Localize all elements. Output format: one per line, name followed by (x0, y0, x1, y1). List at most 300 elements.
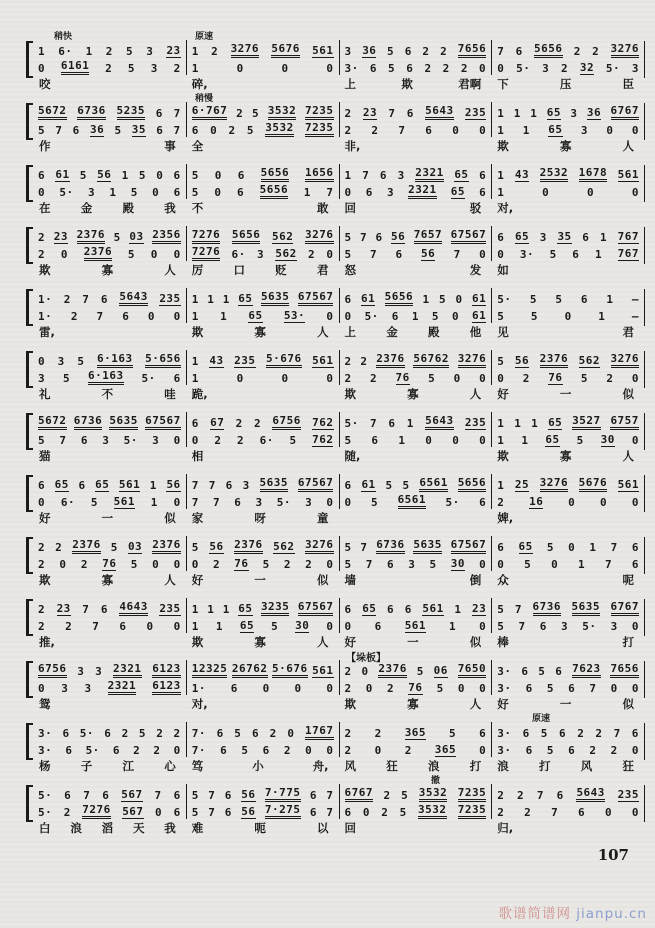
notation-token: 2532 (540, 166, 569, 182)
notation-token: 3 (386, 186, 395, 199)
notation-lower-line (187, 430, 339, 447)
notation-token: 562 (272, 230, 294, 243)
notation-token: 6736 (77, 104, 106, 120)
notation-token: 6 (497, 541, 505, 554)
notation-token: 5 (524, 558, 532, 571)
notation-token: 7235 (458, 786, 487, 802)
notation-token: 2 (269, 727, 277, 740)
measures-group (33, 102, 645, 153)
notation-lower-line (340, 244, 492, 261)
notation-token: 30 (450, 557, 465, 570)
notation-upper-line (187, 351, 339, 368)
notation-token: 5 (191, 789, 199, 802)
notation-token: 0 (631, 620, 639, 633)
lyric-syllable: 一 (101, 511, 114, 525)
notation-token: 30 (600, 433, 615, 446)
notation-token: 7 (610, 541, 618, 554)
notation-upper-line (33, 413, 186, 430)
notation-token: 1 (191, 45, 199, 58)
lyric-syllable: 归, (497, 821, 514, 835)
notation-token: 5 (449, 727, 457, 740)
notation-token: 6 (631, 558, 639, 571)
measures-group (33, 288, 645, 339)
notation-token: 0 (38, 682, 46, 695)
notation-token: 1 (521, 434, 529, 447)
notation-block (491, 164, 644, 199)
lyric-syllable: 好 (497, 387, 509, 401)
notation-token: 5· (497, 293, 512, 306)
notation-token: 7 (208, 479, 216, 492)
notation-token: 562 (273, 540, 295, 553)
notation-token: 5 (127, 62, 136, 75)
lyrics-line (491, 757, 644, 772)
lyrics-line (491, 571, 644, 586)
score-measure (491, 164, 644, 215)
lyric-syllable: 非, (344, 139, 361, 153)
notation-token: 365 (434, 743, 457, 756)
notation-token: 6756 (272, 414, 301, 430)
notation-token: 2 (38, 620, 46, 633)
notation-token: 3 (408, 558, 416, 571)
notation-lower-line (340, 802, 492, 819)
notation-token: 0 (479, 434, 487, 447)
notation-token: 1 (222, 293, 230, 306)
notation-token: 5 (428, 372, 436, 385)
notation-token: 7 (82, 603, 90, 616)
lyrics-line (186, 385, 339, 400)
notation-token: 2 (105, 62, 113, 75)
notation-token: 61 (361, 478, 376, 491)
lyric-syllable: 似 (317, 573, 329, 587)
lyrics-line (186, 757, 339, 772)
notation-token: 56 (241, 805, 256, 818)
notation-token: 0 (457, 682, 465, 695)
notation-token: 561 (113, 495, 136, 508)
notation-token: 7 (497, 45, 505, 58)
notation-token: 0 (326, 372, 334, 385)
lyric-syllable: 一 (559, 697, 572, 711)
notation-token: 6767 (345, 786, 374, 802)
notation-token: 5 (538, 665, 546, 678)
tempo-label: 原速 (195, 32, 214, 42)
score-measure (33, 164, 186, 215)
notation-token: 5643 (576, 786, 605, 802)
lyric-syllable: 殿 (122, 201, 134, 215)
notation-token: 2 (344, 372, 352, 385)
notation-upper-line (492, 785, 644, 802)
notation-token: 5676 (579, 476, 608, 492)
lyric-syllable: 打 (469, 759, 482, 773)
notation-token: 2 (383, 789, 391, 802)
lyric-syllable: 金 (386, 325, 398, 339)
notation-block (339, 660, 492, 695)
notation-token: 3 (84, 682, 92, 695)
notation-token: 2 (38, 541, 46, 554)
notation-token: 0 (236, 62, 244, 75)
notation-token: 2 (38, 231, 46, 244)
notation-token: 6 (497, 231, 505, 244)
notation-token: 235 (159, 602, 181, 615)
notation-block (339, 288, 492, 323)
lyric-syllable: 他 (469, 325, 482, 339)
notation-token: 2 (371, 124, 379, 137)
notation-token: 0 (214, 169, 222, 182)
lyric-syllable: 舟, (312, 759, 329, 773)
notation-token: 2376 (72, 538, 101, 554)
notation-token: 5· (85, 744, 100, 757)
final-barline (644, 165, 645, 202)
lyric-syllable: 雷, (39, 325, 55, 339)
score-measure (339, 536, 492, 587)
lyrics-line (339, 323, 492, 338)
notation-token: 5 (402, 479, 410, 492)
notation-lower-line (492, 368, 644, 385)
notation-token: 3 (610, 620, 618, 633)
notation-token: 235 (617, 788, 639, 801)
notation-token: 6767 (611, 600, 640, 616)
score-measure (186, 288, 339, 339)
notation-token: 1 (121, 169, 129, 182)
notation-token: 5 (530, 310, 539, 323)
notation-token: 1 (599, 231, 608, 244)
lyric-syllable: 上 (344, 77, 356, 91)
lyrics-line (186, 571, 339, 586)
notation-token: 65 (545, 433, 560, 446)
lyric-syllable: 浪 (428, 759, 440, 773)
notation-token: 0 (152, 186, 160, 199)
lyric-syllable: 全 (191, 139, 204, 153)
notation-token: 3 (146, 45, 154, 58)
notation-token: 762 (312, 416, 334, 429)
score-measure (186, 784, 339, 835)
lyric-syllable: 欺 (191, 635, 204, 649)
notation-token: 6·163 (97, 352, 133, 368)
notation-token: 5 (497, 310, 505, 323)
lyrics-line (491, 385, 644, 400)
notation-token: 5635 (572, 600, 601, 616)
lyric-syllable: 君啊 (458, 77, 482, 91)
notation-upper-line (492, 661, 644, 678)
measures-group (33, 350, 645, 401)
notation-token: 0 (479, 372, 487, 385)
notation-token: 3· (497, 727, 512, 740)
notation-token: 5 (79, 169, 87, 182)
notation-token: 6 (479, 727, 487, 740)
lyric-syllable: 呀 (254, 511, 266, 525)
notation-token: 6 (216, 727, 224, 740)
lyrics-line (33, 633, 186, 648)
notation-token: 2321 (108, 679, 137, 695)
notation-token: 67567 (298, 476, 334, 492)
notation-token: 03 (129, 230, 144, 243)
notation-block (33, 102, 186, 137)
notation-block (339, 40, 492, 75)
notation-lower-line (33, 306, 186, 323)
notation-token: 0 (600, 496, 608, 509)
notation-token: 1 (398, 434, 406, 447)
notation-block (33, 350, 186, 385)
notation-token: 0 (156, 169, 164, 182)
lyric-syllable: 寡 (101, 263, 114, 277)
notation-token: 5 (191, 186, 199, 199)
notation-block (186, 40, 339, 75)
lyric-syllable: 风 (344, 759, 356, 773)
notation-lower-line (187, 368, 339, 385)
notation-block (33, 226, 186, 261)
notation-token: 7 (360, 231, 368, 244)
notation-upper-line (492, 41, 644, 58)
notation-token: 56 (166, 478, 181, 491)
lyrics-line (491, 323, 644, 338)
notation-block (339, 164, 492, 199)
notation-token: 0 (281, 62, 289, 75)
score-measure (491, 536, 644, 587)
notation-token: 6561 (398, 493, 427, 509)
notation-block (491, 598, 644, 633)
score-measure (339, 660, 492, 711)
notation-lower-line (33, 554, 186, 571)
notation-token: 3276 (305, 228, 334, 244)
notation-token: 6 (78, 479, 86, 492)
notation-token: 6·163 (88, 369, 124, 385)
notation-token: 36 (586, 106, 602, 119)
score-measure (339, 598, 492, 649)
score-measure (339, 412, 492, 463)
notation-upper-line (187, 537, 339, 554)
tempo-label: 稍慢 (195, 94, 214, 104)
lyric-syllable: 随, (344, 449, 361, 463)
notation-token: 5656 (260, 183, 289, 199)
notation-token: 5· (516, 62, 531, 75)
lyric-syllable: 相 (191, 449, 204, 463)
notation-token: 5656 (458, 476, 487, 492)
notation-token: 2 (595, 727, 603, 740)
lyric-syllable: 猫 (39, 449, 51, 463)
final-barline (644, 599, 645, 636)
notation-token: 7 (362, 169, 370, 182)
watermark-site-name: 歌谱简谱网 (498, 906, 571, 922)
notation-token: 0 (631, 496, 639, 509)
lyrics-line (491, 819, 644, 834)
notation-lower-line (187, 58, 339, 75)
notation-token: 7 (604, 558, 613, 571)
notation-token: 0 (631, 682, 639, 695)
score-measure (33, 598, 186, 649)
notation-token: 5 (388, 62, 396, 75)
notation-token: 6 (387, 558, 395, 571)
lyric-syllable: 家 (191, 511, 204, 525)
notation-token: 7 (83, 789, 91, 802)
notation-upper-line (492, 289, 644, 306)
notation-token: 0 (542, 186, 550, 199)
lyrics-line (33, 695, 186, 710)
notation-token: 1 (497, 186, 505, 199)
final-barline (644, 661, 645, 698)
notation-token: 5 (416, 665, 424, 678)
notation-upper-line (187, 661, 339, 678)
lyric-syllable: 杨 (39, 759, 51, 773)
notation-block (33, 536, 186, 571)
notation-token: 7 (536, 789, 544, 802)
notation-token: 0 (610, 682, 618, 695)
notation-upper-line (492, 351, 644, 368)
notation-token: 3 (77, 665, 85, 678)
notation-token: 67567 (298, 290, 334, 306)
notation-token: 0 (326, 620, 334, 633)
notation-token: 0 (173, 744, 181, 757)
notation-token: 5 (344, 248, 352, 261)
notation-token: 0 (606, 124, 614, 137)
notation-token: 2 (156, 727, 164, 740)
score-measure (186, 102, 339, 153)
tempo-label: 撤 (431, 776, 441, 786)
lyric-syllable: 我 (164, 821, 176, 835)
notation-token: 65 (95, 478, 110, 491)
notation-token: 5635 (260, 476, 289, 492)
notation-lower-line (187, 554, 339, 571)
notation-token: 0 (631, 806, 639, 819)
notation-token: 7 (82, 293, 90, 306)
lyric-syllable: 欺 (39, 573, 51, 587)
lyric-syllable: 好 (344, 635, 356, 649)
notation-token: 5 (271, 620, 279, 633)
lyric-syllable: 作 (39, 139, 51, 153)
notation-token: 6· (231, 248, 246, 261)
score-measure (339, 784, 492, 835)
notation-upper-line (492, 723, 644, 740)
notation-token: 0 (362, 806, 370, 819)
notation-token: 2 (344, 682, 352, 695)
notation-token: 5 (114, 124, 122, 137)
notation-token: 6 (479, 186, 487, 199)
notation-token: 6 (572, 248, 580, 261)
lyric-syllable: 一 (254, 573, 266, 587)
notation-token: 7 (514, 603, 522, 616)
notation-token: 1 (38, 45, 46, 58)
notation-lower-line (492, 430, 644, 447)
notation-token: 7 (191, 496, 199, 509)
notation-token: 1· (38, 293, 53, 306)
notation-token: 7 (613, 727, 621, 740)
notation-lower-line (187, 802, 339, 819)
lyrics-line (186, 137, 339, 152)
notation-token: 5 (110, 541, 118, 554)
notation-token: 5· (79, 727, 95, 740)
notation-token: 1 (522, 124, 530, 137)
notation-token: 6736 (74, 414, 103, 430)
lyrics-line (186, 75, 339, 90)
notation-lower-line (187, 306, 339, 323)
notation-token: 0 (173, 558, 181, 571)
notation-token: 5· (38, 806, 53, 819)
notation-token: 6 (558, 727, 567, 740)
notation-token: 1 (497, 107, 505, 120)
lyric-syllable: 天 (132, 821, 145, 835)
notation-block (339, 350, 492, 385)
notation-token: 2 (254, 417, 262, 430)
notation-token: 56 (391, 230, 406, 243)
notation-token: 1767 (305, 724, 334, 740)
score-system (26, 32, 645, 91)
notation-token: 1 (191, 293, 199, 306)
notation-token: 1 (150, 496, 158, 509)
notation-token: 26762 (232, 662, 268, 678)
notation-token: 6 (234, 496, 242, 509)
notation-token: 767 (617, 230, 639, 243)
notation-token: 0 (60, 248, 68, 261)
score-measure (186, 164, 339, 215)
notation-token: 2 (228, 124, 236, 137)
lyric-syllable: 浪 (497, 759, 509, 773)
system-bracket (26, 351, 33, 388)
notation-token: 6 (539, 620, 547, 633)
notation-token: 7 (388, 107, 396, 120)
notation-token: 5635 (261, 290, 290, 306)
notation-upper-line (33, 289, 186, 306)
notation-token: 0 (479, 744, 487, 757)
notation-token: 1 (514, 417, 522, 430)
notation-lower-line (492, 182, 644, 199)
notation-token: 76 (548, 371, 563, 384)
notation-upper-line (492, 475, 644, 492)
notation-token: 5 (549, 248, 557, 261)
notation-token: 2 (305, 558, 313, 571)
notation-token: 1 (422, 293, 430, 306)
notation-upper-line (340, 103, 492, 120)
notation-token: 0 (551, 558, 559, 571)
score-measure (186, 660, 339, 711)
notation-upper-line (492, 103, 644, 120)
notation-block (186, 722, 339, 757)
notation-token: 3 (580, 124, 588, 137)
notation-token: 3· (38, 727, 53, 740)
notation-token: 3 (95, 665, 103, 678)
notation-token: 6 (237, 186, 245, 199)
notation-token: 5 (138, 727, 147, 740)
notation-token: 7 (326, 806, 334, 819)
notation-token: 6· (259, 434, 274, 447)
lyrics-line (33, 323, 186, 338)
lyric-syllable: 江 (122, 759, 134, 773)
notation-token: 5 (580, 372, 588, 385)
notation-token: 7 (208, 789, 216, 802)
notation-token: 1 (606, 293, 614, 306)
notation-token: 65 (514, 230, 530, 243)
lyric-syllable: 风 (580, 759, 593, 773)
notation-token: 2 (404, 744, 412, 757)
lyrics-line (33, 757, 186, 772)
notation-token: 56 (209, 540, 224, 553)
final-barline (644, 351, 645, 388)
notation-lower-line (187, 616, 339, 633)
notation-token: 0 (361, 665, 369, 678)
notation-block (339, 226, 492, 261)
notation-token: 7 (365, 558, 373, 571)
notation-token: 0 (150, 248, 158, 261)
notation-token: 1 (497, 417, 505, 430)
notation-token: 0 (497, 62, 505, 75)
notation-token: 1678 (579, 166, 608, 182)
notation-token: 5656 (261, 166, 290, 182)
notation-lower-line (340, 430, 492, 447)
lyric-syllable: 对, (497, 201, 514, 215)
notation-token: 67567 (451, 538, 487, 554)
notation-token: 2 (517, 789, 525, 802)
notation-token: 0 (425, 434, 433, 447)
notation-token: 2321 (113, 662, 142, 678)
notation-token: 67 (210, 416, 225, 429)
score-measure (491, 722, 644, 773)
